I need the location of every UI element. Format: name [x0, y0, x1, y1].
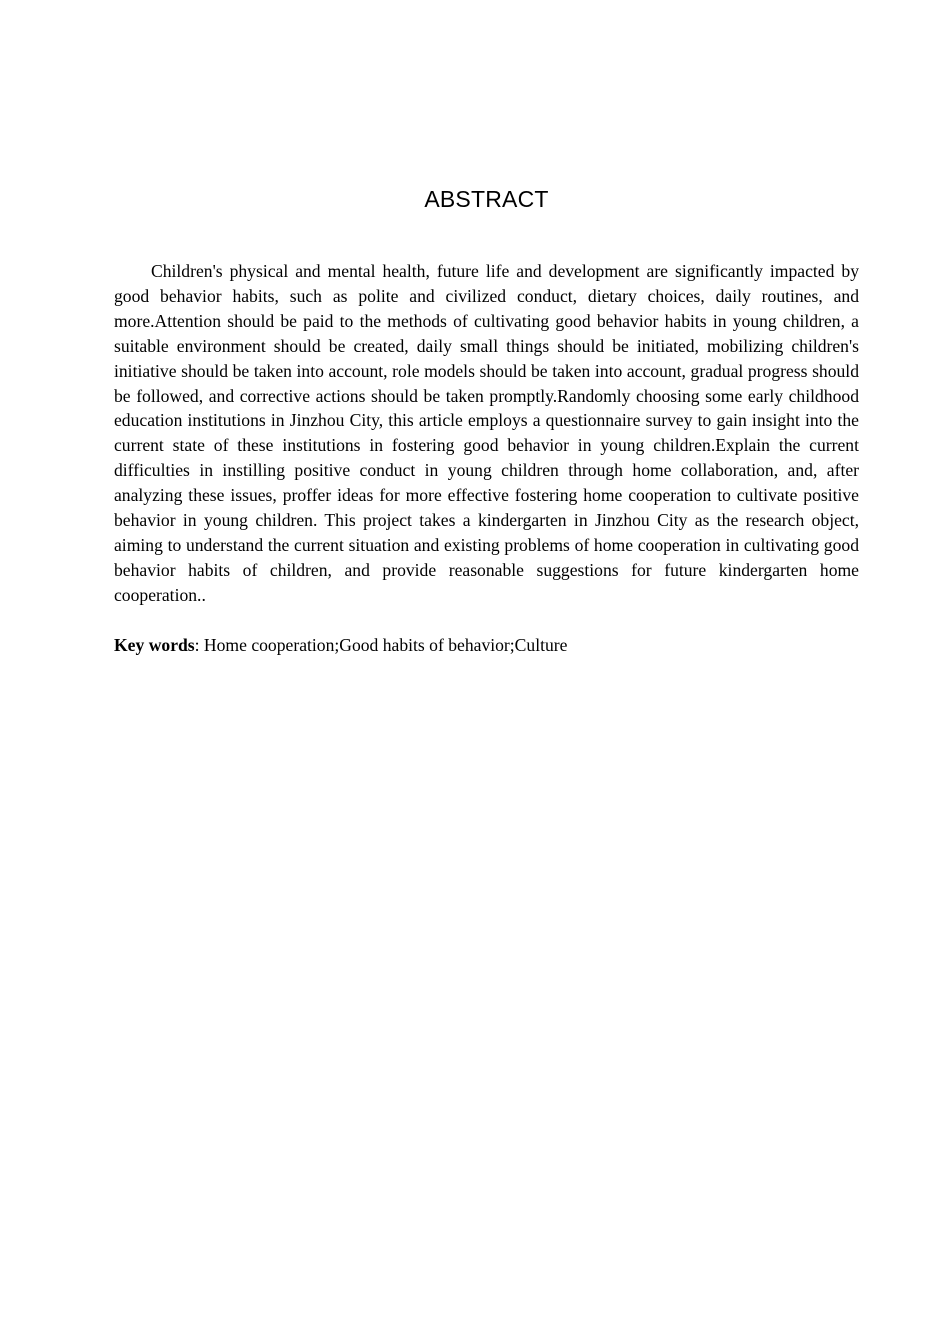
abstract-title: ABSTRACT [424, 186, 549, 212]
keywords-separator: : [194, 635, 200, 655]
keywords-value: Home cooperation;Good habits of behavior;Culture [199, 635, 568, 655]
keywords-line [114, 633, 859, 658]
abstract-body: Children's physical and mental health, future life and development are significantly impacted by good behavior habits, such as polite and civilized conduct, dietary choices, daily routines, and more.Attention should be paid to the methods of cultivating good behavior habits in young children, a suitable environment should be created, daily small things should be initiated, mobilizing children's initiative should be taken into account, role models should be taken into account, gradual progress should be followed, and corrective actions should be taken promptly.Randomly choosing some early childhood education institutions in Jinzhou City, this article employs a questionnaire survey to gain insight into the current state of these institutions in fostering good behavior in young children.Explain the current difficulties in instilling positive conduct in young children through home collaboration, and, after analyzing these issues, proffer ideas for more effective fostering home cooperation to cultivate positive behavior in young children. This project takes a kindergarten in Jinzhou City as the research object, aiming to understand the current situation and existing problems of home cooperation in cultivating good behavior habits of children, and provide reasonable suggestions for future kindergarten home cooperation.. [114, 261, 859, 605]
keywords-label: Key words [114, 635, 195, 655]
